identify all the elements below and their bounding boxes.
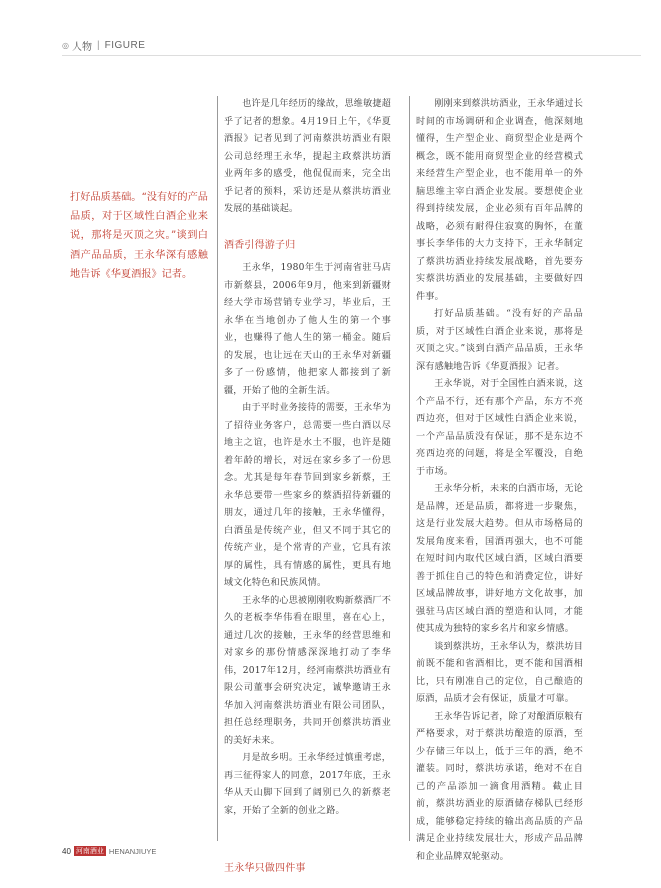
article-column-1	[224, 96, 391, 884]
pull-quote: 打好品质基础。“没有好的产品品质，对于区域性白酒企业来说，那将是灭顶之灾。”谈到白酒产品品质，王永华深有感触地告诉《华夏酒报》记者。	[70, 192, 208, 280]
section-title-en: FIGURE	[104, 40, 146, 51]
article-column-2	[416, 96, 583, 866]
header-separator: |	[96, 40, 100, 51]
paragraph: 王永华分析，未来的白酒市场，无论是品牌，还是品质，都将进一步聚焦，这是行业发展大趋势。但从市场格局的发展角度来看，国酒再强大，也不可能在短时间内取代区域白酒，区域白酒要善于抓住自己的特色和消费定位，讲好区域品牌故事，讲好地方文化故事，加强驻马店区域白酒的塑造和认同，才能使其成为独特的家乡名片和家乡情感。	[416, 484, 583, 634]
bullet-icon: ◎	[62, 41, 69, 50]
section-title: 人物	[71, 42, 92, 53]
page-header	[62, 38, 145, 53]
subheading: 王永华只做四件事	[224, 863, 306, 874]
paragraph: 王永华说，对于全国性白酒来说，这个产品不行，还有那个产品，东方不亮西边亮，但对于区域性白酒企业来说，一个产品品质没有保证，那不是东边不亮西边亮的问题，将是全军覆没，自绝于市场。	[416, 379, 583, 477]
paragraph: 由于平时业务接待的需要，王永华为了招待业务客户，总需要一些白酒以尽地主之谊，也许是水土不服，也许是随着年龄的增长，对远在家乡多了一份思念。尤其是每年春节回到家乡新蔡，王永华总要带一些家乡的蔡酒招待新疆的朋友，通过几年的接触，王永华懂得，白酒虽是传统产业，但又不同于其它的传统产业，是个常青的产业，它具有浓厚的属性，具有情感的属性，更具有地域文化特色和民族风情。	[224, 403, 391, 588]
paragraph: 谈到蔡洪坊，王永华认为，蔡洪坊目前既不能和省酒相比，更不能和国酒相比，只有刚准自己的定位，自己酿造的原酒，品质才会有保证，质量才可靠。	[416, 641, 583, 704]
column-divider-2	[409, 96, 410, 841]
magazine-logo: 河南酒业	[75, 848, 104, 855]
paragraph: 也许是几年经历的缘故，思维敏捷超乎了记者的想象。4月19日上午，《华夏酒报》记者见到了河南蔡洪坊酒业有限公司总经理王永华，提起主政蔡洪坊酒业两年多的感受，他侃侃而来，完全出乎记者的预料，采访还是从蔡洪坊酒业发展的基础谈起。	[224, 99, 391, 214]
magazine-name-en: HENANJIUYE	[108, 846, 157, 856]
paragraph: 王永华，1980年生于河南省驻马店市新蔡县，2006年9月，他来到新疆财经大学市场营销专业学习，毕业后，王永华在当地创办了他人生的第一个事业，也赚得了他人生的第一桶金。随后的发展，也让远在天山的王永华对新疆多了一份感情，他把家人都接到了新疆，开始了他的全新生活。	[224, 263, 391, 396]
paragraph: 打好品质基础。“没有好的产品品质，对于区域性白酒企业来说，那将是灭顶之灾。”谈到白酒产品品质，王永华深有感触地告诉《华夏酒报》记者。	[416, 309, 583, 372]
paragraph: 刚刚来到蔡洪坊酒业，王永华通过长时间的市场调研和企业调查，他深刻地懂得，生产型企业、商贸型企业是两个概念，既不能用商贸型企业的经营模式来经营生产型企业，也不能用单一的外脑思维主宰白酒企业发展。要想使企业得到持续发展，企业必须有百年品牌的战略，必须有耐得住寂寞的胸怀，在董事长李华伟的大力支持下，王永华制定了蔡洪坊酒业持续发展战略，首先要夯实蔡洪坊酒业的发展基础，主要做好四件事。	[416, 99, 583, 302]
header-rule	[62, 55, 641, 56]
paragraph: 月是故乡明。王永华经过慎重考虑，再三征得家人的同意，2017年底，王永华从天山脚下回到了阔别已久的新蔡老家，开始了全新的创业之路。	[224, 753, 391, 816]
paragraph: 王永华告诉记者，除了对酿酒原粮有严格要求，对于蔡洪坊酿造的原酒，至少存储三年以上，低于三年的酒，绝不灌装。同时，蔡洪坊承诺，绝对不在自己的产品添加一滴食用酒精。截止目前，蔡洪坊酒业的原酒储存梯队已经形成，能够稳定持续的输出高品质的产品满足企业持续发展壮大，形成产品品牌和企业品牌双轮驱动。	[416, 711, 583, 862]
column-divider-1	[217, 96, 218, 841]
subheading: 酒香引得游子归	[224, 239, 296, 251]
page-footer	[62, 846, 156, 856]
paragraph: 王永华的心思被刚刚收购新蔡酒厂不久的老板李华伟看在眼里，喜在心上，通过几次的接触，王永华的经营思维和对家乡的那份情感深深地打动了李华伟，2017年12月，经河南蔡洪坊酒业有限公司董事会研究决定，诚挚邀请王永华加入河南蔡洪坊酒业有限公司团队，担任总经理职务，共同开创蔡洪坊酒业的美好未来。	[224, 595, 391, 746]
page-number: 40	[62, 846, 71, 856]
